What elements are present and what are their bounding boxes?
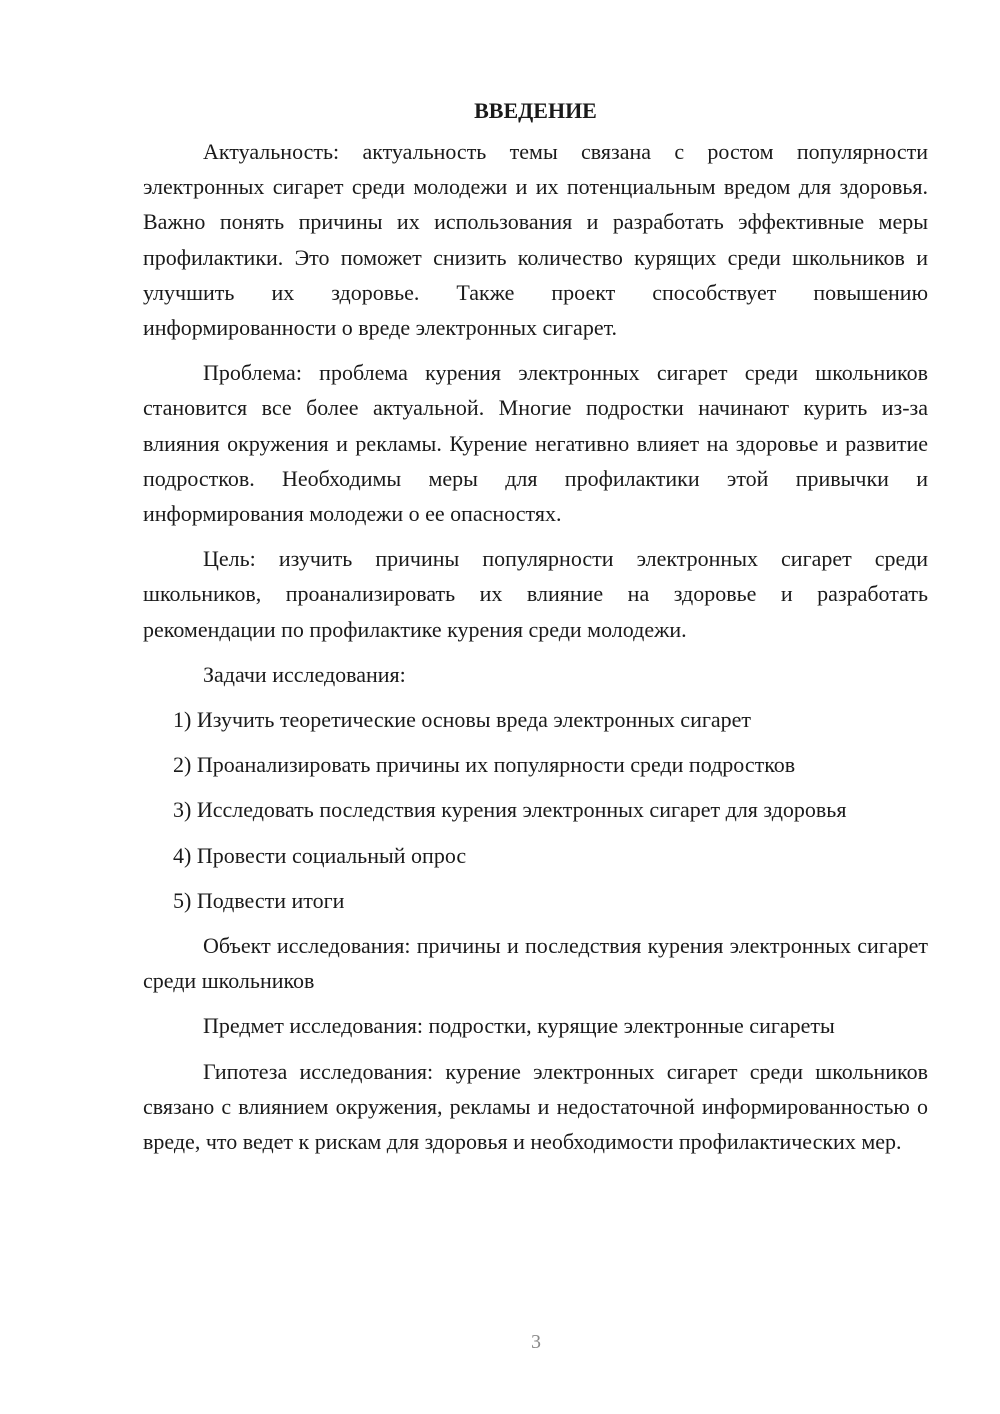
paragraph-object: Объект исследования: причины и последствия курения электронных сигарет среди школьников bbox=[143, 933, 928, 994]
task-item: 3) Исследовать последствия курения электронных сигарет для здоровья bbox=[173, 797, 847, 823]
page-title: ВВЕДЕНИЕ bbox=[474, 98, 597, 123]
tasks-list bbox=[143, 702, 928, 918]
paragraph-problem: Проблема: проблема курения электронных сигарет среди школьников становится все более актуальной. Многие подростки начинают курить из-за влияния окружения и рекламы. Курение негативно влияет на здоровье и развитие подростков. Необходимы меры для профилактики этой привычки и информирования молодежи о ее опасностях. bbox=[143, 360, 928, 527]
page-number: 3 bbox=[531, 1331, 541, 1353]
tasks-heading: Задачи исследования: bbox=[203, 661, 406, 687]
task-item: 4) Провести социальный опрос bbox=[173, 842, 467, 868]
task-item: 5) Подвести итоги bbox=[173, 887, 345, 913]
paragraph-relevance: Актуальность: актуальность темы связана с ростом популярности электронных сигарет среди молодежи и их потенциальным вредом для здоровья. Важно понять причины их использования и разработать эффективные меры профилактики. Это поможет снизить количество курящих среди школьников и улучшить их здоровье. Также проект способствует повышению информированности о вреде электронных сигарет. bbox=[143, 139, 928, 341]
task-item: 2) Проанализировать причины их популярности среди подростков bbox=[173, 752, 796, 778]
task-item: 1) Изучить теоретические основы вреда электронных сигарет bbox=[173, 707, 752, 733]
page-content bbox=[143, 93, 928, 1159]
paragraph-goal: Цель: изучить причины популярности электронных сигарет среди школьников, проанализировать их влияние на здоровье и разработать рекомендации по профилактике курения среди молодежи. bbox=[143, 546, 928, 642]
paragraph-subject: Предмет исследования: подростки, курящие электронные сигареты bbox=[203, 1013, 835, 1039]
paragraph-hypothesis: Гипотеза исследования: курение электронных сигарет среди школьников связано с влиянием окружения, рекламы и недостаточной информированностью о вреде, что ведет к рискам для здоровья и необходимости профилактических мер. bbox=[143, 1058, 928, 1155]
